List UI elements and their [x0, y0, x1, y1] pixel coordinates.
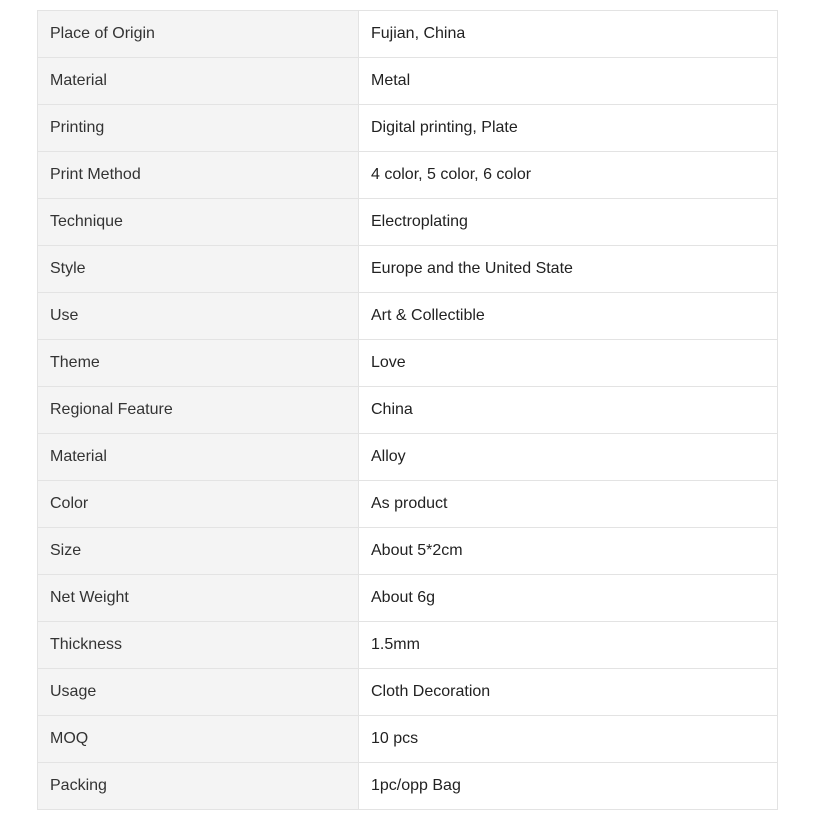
spec-label: Net Weight: [38, 575, 359, 622]
table-row: [38, 105, 778, 152]
spec-value: Love: [359, 340, 778, 387]
spec-label: Material: [38, 58, 359, 105]
spec-label: Style: [38, 246, 359, 293]
spec-value: Digital printing, Plate: [359, 105, 778, 152]
table-row: [38, 716, 778, 763]
table-row: [38, 152, 778, 199]
spec-value: 4 color, 5 color, 6 color: [359, 152, 778, 199]
spec-value: About 5*2cm: [359, 528, 778, 575]
spec-value: Art & Collectible: [359, 293, 778, 340]
spec-value: Cloth Decoration: [359, 669, 778, 716]
table-row: [38, 199, 778, 246]
spec-value: Metal: [359, 58, 778, 105]
table-row: [38, 387, 778, 434]
table-row: [38, 669, 778, 716]
table-row: [38, 246, 778, 293]
spec-table-body: [38, 11, 778, 810]
spec-label: Printing: [38, 105, 359, 152]
spec-label: Regional Feature: [38, 387, 359, 434]
table-row: [38, 340, 778, 387]
spec-label: Theme: [38, 340, 359, 387]
table-row: [38, 575, 778, 622]
spec-value: Electroplating: [359, 199, 778, 246]
table-row: [38, 58, 778, 105]
spec-value: Europe and the United State: [359, 246, 778, 293]
spec-label: Print Method: [38, 152, 359, 199]
spec-value: As product: [359, 481, 778, 528]
spec-value: 10 pcs: [359, 716, 778, 763]
spec-label: Usage: [38, 669, 359, 716]
product-spec-table: [37, 10, 778, 810]
table-row: [38, 528, 778, 575]
spec-label: Thickness: [38, 622, 359, 669]
spec-value: About 6g: [359, 575, 778, 622]
spec-label: Packing: [38, 763, 359, 810]
spec-value: Alloy: [359, 434, 778, 481]
spec-value: Fujian, China: [359, 11, 778, 58]
spec-label: Technique: [38, 199, 359, 246]
spec-label: Use: [38, 293, 359, 340]
spec-label: Material: [38, 434, 359, 481]
spec-value: China: [359, 387, 778, 434]
table-row: [38, 11, 778, 58]
table-row: [38, 434, 778, 481]
spec-label: Place of Origin: [38, 11, 359, 58]
spec-label: Color: [38, 481, 359, 528]
table-row: [38, 622, 778, 669]
spec-label: Size: [38, 528, 359, 575]
table-row: [38, 293, 778, 340]
spec-value: 1.5mm: [359, 622, 778, 669]
spec-label: MOQ: [38, 716, 359, 763]
table-row: [38, 763, 778, 810]
table-row: [38, 481, 778, 528]
spec-value: 1pc/opp Bag: [359, 763, 778, 810]
